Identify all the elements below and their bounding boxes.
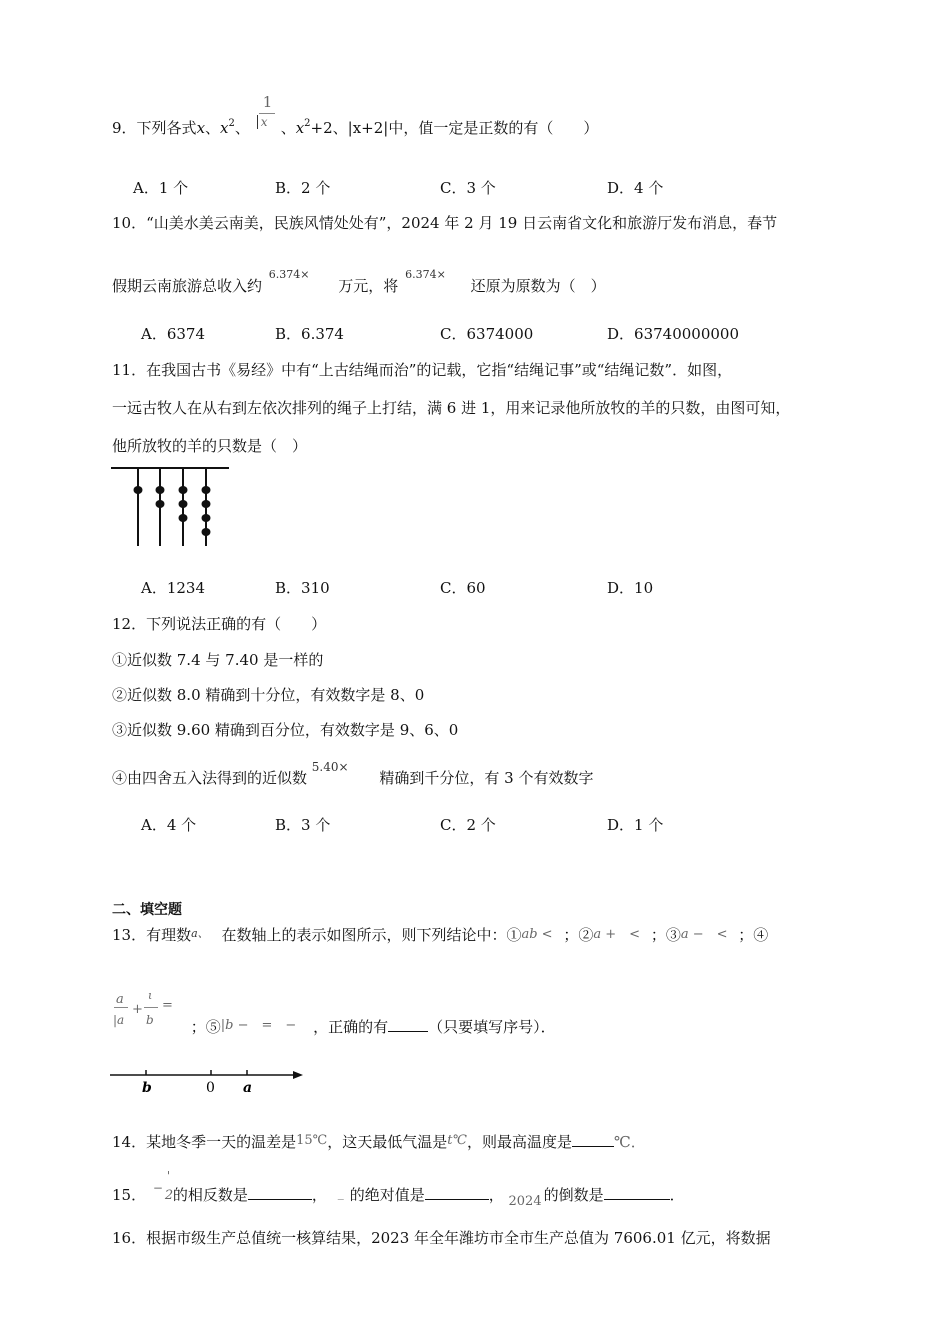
- axis-arrow: [293, 1071, 303, 1079]
- q15-answer-blank-2[interactable]: [425, 1185, 489, 1200]
- rope-4-knot: [202, 514, 211, 522]
- q9-expr-x2p2: x: [295, 119, 305, 137]
- q12-options: [0, 815, 950, 835]
- q15-expr1-top: ': [166, 1169, 171, 1183]
- q14-text-b: ，这天最低气温是: [327, 1133, 448, 1151]
- q9-option-c[interactable]: C．3 个: [440, 179, 496, 197]
- q13-frac1-den: |a: [113, 1013, 125, 1027]
- q9-expr-x: x: [196, 119, 206, 137]
- q13-line-2: [112, 989, 556, 1039]
- rope-2-knot: [156, 486, 165, 494]
- q11-option-b[interactable]: B．310: [275, 579, 330, 597]
- q13-cond-3: a − <: [680, 927, 728, 942]
- section-title: 二、填空题: [112, 902, 182, 918]
- q15-text-b: 的绝对值是: [349, 1186, 425, 1204]
- q9-frac-num: 1: [262, 93, 273, 111]
- q10-line-1: 10．“山美水美云南美，民族风情处处有”，2024 年 2 月 19 日云南省文化和旅游厅发布消息，春节: [112, 214, 778, 232]
- q10-line-2: [112, 268, 606, 298]
- q14-answer-blank[interactable]: [572, 1132, 614, 1147]
- number-line: [108, 1060, 308, 1100]
- q12-option-d[interactable]: D．1 个: [607, 816, 664, 834]
- q11-option-d[interactable]: D．10: [607, 579, 654, 597]
- q12-option-b[interactable]: B．3 个: [275, 816, 331, 834]
- label-a: a: [243, 1080, 253, 1096]
- label-zero: 0: [206, 1080, 215, 1096]
- q9-text-a: 下列各式: [136, 119, 197, 137]
- q13-text-g: ，正确的有: [313, 1018, 389, 1036]
- q13-frac-expr: [112, 989, 178, 1032]
- q15-number: 15．: [112, 1186, 147, 1204]
- q12-option-a[interactable]: A．4 个: [141, 816, 197, 834]
- q9-option-d[interactable]: D．4 个: [607, 179, 664, 197]
- q9-abs-expr: |x+2|: [347, 119, 389, 137]
- q13-plus: +: [132, 1002, 143, 1017]
- q13-frac2-den: b: [146, 1013, 154, 1027]
- q16-line-1: 16．根据市级生产总值统一核算结果，2023 年全年潍坊市全市生产总值为 7606.01 亿元，将数据: [112, 1229, 771, 1247]
- q14-text-a: 14．某地冬季一天的温差是: [112, 1133, 297, 1151]
- q13-eq: =: [162, 998, 173, 1013]
- q13-text-h: （只要填写序号）．: [428, 1018, 556, 1036]
- q9-exponent: 2: [304, 118, 311, 129]
- q11-line-3: 他所放牧的羊的只数是（ ）: [112, 437, 308, 455]
- q9-plus: +2、: [310, 119, 348, 137]
- rope-2-knot: [156, 500, 165, 508]
- q13-frac2-num: ι: [148, 989, 153, 1002]
- q13-text-a: 13．有理数: [112, 926, 192, 944]
- q10-num-expr: 6.374×: [268, 268, 310, 281]
- q10-option-b[interactable]: B．6.374: [275, 325, 344, 343]
- q12-line-1: 12．下列说法正确的有（ ）: [112, 615, 327, 633]
- q9-exponent: 2: [228, 118, 235, 129]
- q9-option-a[interactable]: A．1 个: [133, 179, 189, 197]
- q12-statement-1: ①近似数 7.4 与 7.40 是一样的: [112, 651, 324, 669]
- q11-options: [0, 578, 950, 598]
- q10-option-a[interactable]: A．6374: [141, 325, 206, 343]
- q12-statement-2: ②近似数 8.0 精确到十分位，有效数字是 8、0: [112, 686, 425, 704]
- q12-option-c[interactable]: C．2 个: [440, 816, 496, 834]
- q10-text-a: 假期云南旅游总收入约: [112, 277, 263, 295]
- q13-cond-5: |b − = −: [220, 1018, 297, 1033]
- q11-option-a[interactable]: A．1234: [141, 579, 206, 597]
- q9-options: [0, 178, 950, 198]
- rope-3-knot: [179, 486, 188, 494]
- q10-text-c: 还原为原数为（ ）: [470, 277, 606, 295]
- q15-expr-3: 2024: [508, 1194, 542, 1209]
- q13-var-a: a、: [191, 927, 209, 940]
- knotted-rope-figure: [108, 462, 238, 552]
- q12-s4-text-b: 精确到千分位，有 3 个有效数字: [379, 769, 594, 787]
- q15-expr1-minus: −: [152, 1181, 163, 1195]
- q9-expr-x2: x: [220, 119, 229, 137]
- q10-num-expr-2: 6.374×: [405, 268, 446, 281]
- q15-expr-1: [151, 1169, 174, 1203]
- q15-sep: ，: [488, 1186, 504, 1204]
- q11-option-c[interactable]: C．60: [440, 579, 486, 597]
- q9-frac-den-var: x: [260, 115, 268, 129]
- q14-text-d: ℃．: [614, 1133, 646, 1151]
- q12-statement-4: [112, 760, 594, 789]
- label-b: b: [142, 1080, 152, 1096]
- q13-answer-blank[interactable]: [388, 1017, 428, 1032]
- rope-3-knot: [179, 500, 188, 508]
- rope-4-knot: [202, 528, 211, 536]
- q13-cond-2: a + <: [593, 927, 641, 942]
- q9-sep: 、: [205, 119, 221, 137]
- q9-stem: [112, 93, 599, 141]
- q15-answer-blank-3[interactable]: [604, 1185, 670, 1200]
- q9-frac-bar: [259, 113, 275, 114]
- q14-low-temp: t℃: [447, 1133, 467, 1148]
- q14-line: [112, 1132, 646, 1154]
- q10-option-d[interactable]: D．63740000000: [607, 325, 740, 343]
- q9-option-b[interactable]: B．2 个: [275, 179, 331, 197]
- rope-4-knot: [202, 486, 211, 494]
- q13-frac2-bar: [144, 1007, 158, 1008]
- q9-text-b: 中，值一定是正数的有（ ）: [388, 119, 599, 137]
- q13-line-1: [112, 925, 768, 947]
- rope-1-knot: [134, 486, 143, 494]
- q13-text-c: ；②: [563, 926, 594, 944]
- q9-fraction: [255, 93, 281, 139]
- q11-line-1: 11．在我国古书《易经》中有“上古结绳而治”的记载，它指“结绳记事”或“结绳记数”．如图，: [112, 361, 733, 379]
- q14-temp-diff: 15℃: [296, 1133, 328, 1148]
- q15-text-c: 的倒数是: [543, 1186, 604, 1204]
- q9-sep: 、: [234, 119, 250, 137]
- q12-s4-expr: 5.40×: [311, 760, 349, 774]
- q13-text-d: ；③: [650, 926, 681, 944]
- q9-number: 9．: [112, 119, 137, 137]
- q13-frac1-num: a: [116, 992, 124, 1007]
- ropes-group: [134, 468, 211, 546]
- q13-frac1-bar: [114, 1007, 128, 1008]
- q10-options: [0, 324, 950, 344]
- q13-text-b: 在数轴上的表示如图所示，则下列结论中：①: [221, 926, 522, 944]
- q9-frac-den: [257, 115, 268, 129]
- q14-text-c: ，则最高温度是: [466, 1133, 572, 1151]
- q12-s4-text-a: ④由四舍五入法得到的近似数: [112, 769, 308, 787]
- rope-4-knot: [202, 500, 211, 508]
- q10-text-b: 万元，将: [338, 277, 399, 295]
- q15-line: [112, 1169, 685, 1209]
- q13-text-f: ；⑤: [190, 1018, 221, 1036]
- q13-text-e: ；④: [738, 926, 769, 944]
- q15-end: ．: [669, 1186, 685, 1204]
- q15-text-a: 的相反数是: [172, 1186, 248, 1204]
- q15-expr-2: _: [337, 1186, 344, 1200]
- q9-sep: 、: [280, 119, 296, 137]
- q15-sep: ，: [311, 1186, 327, 1204]
- q15-answer-blank-1[interactable]: [248, 1185, 312, 1200]
- rope-3-knot: [179, 514, 188, 522]
- q10-option-c[interactable]: C．6374000: [440, 325, 534, 343]
- q15-expr1-den: 2: [164, 1188, 174, 1203]
- q11-line-2: 一远古牧人在从右到左依次排列的绳子上打结，满 6 进 1，用来记录他所放牧的羊的只数，由图可知，: [112, 399, 791, 417]
- q12-statement-3: ③近似数 9.60 精确到百分位，有效数字是 9、6、0: [112, 721, 459, 739]
- q13-cond-1: ab <: [521, 927, 553, 942]
